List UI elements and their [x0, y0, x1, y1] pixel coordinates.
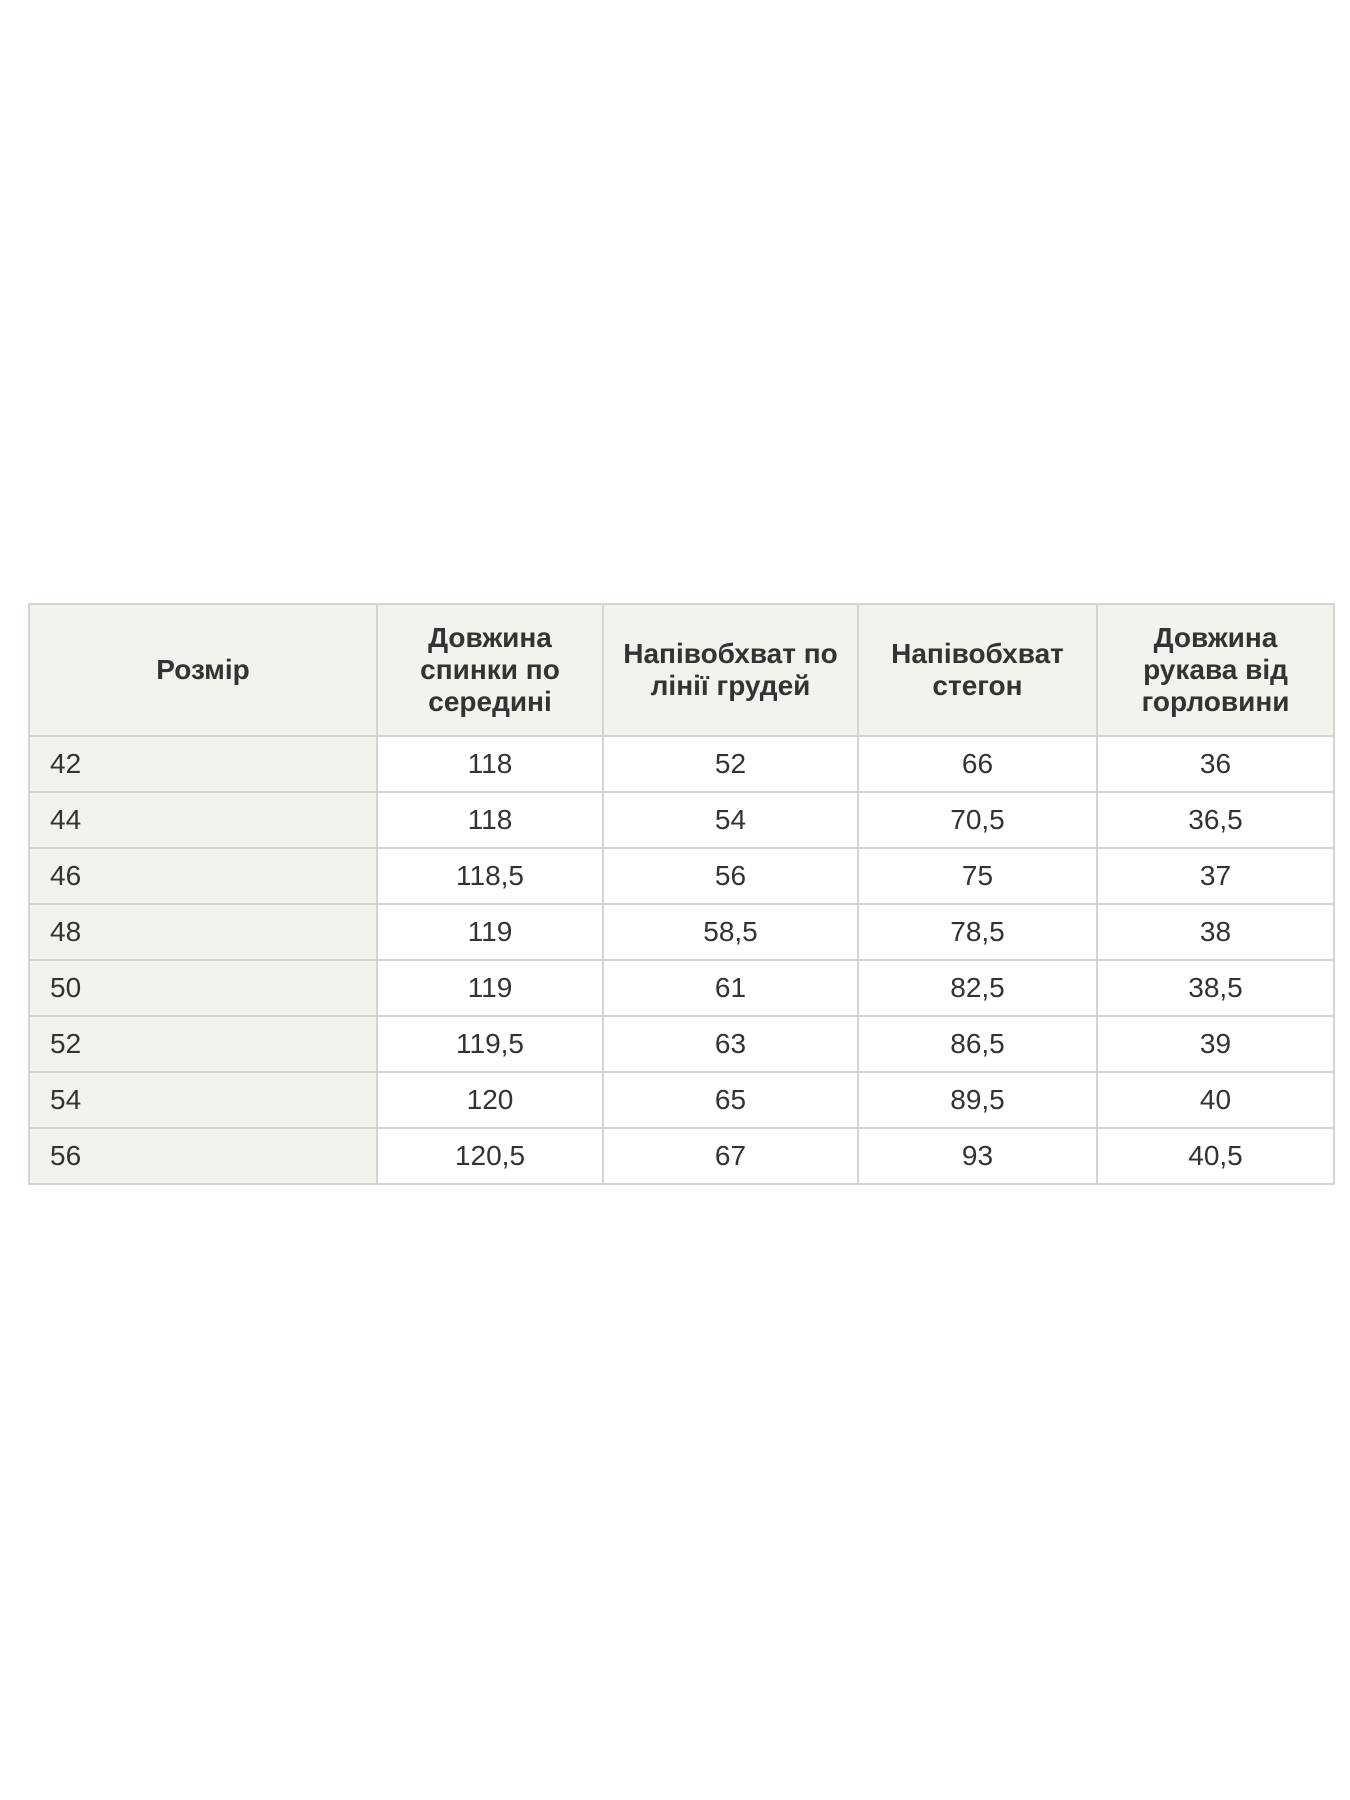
header-cell-sleeve-length: Довжина рукава від горловини: [1097, 604, 1334, 736]
value-cell: 70,5: [858, 792, 1097, 848]
value-cell: 38: [1097, 904, 1334, 960]
value-cell: 52: [603, 736, 858, 792]
size-cell: 46: [29, 848, 377, 904]
value-cell: 39: [1097, 1016, 1334, 1072]
size-cell: 52: [29, 1016, 377, 1072]
value-cell: 119: [377, 960, 603, 1016]
value-cell: 65: [603, 1072, 858, 1128]
size-cell: 44: [29, 792, 377, 848]
header-cell-half-hips: Напівобхват стегон: [858, 604, 1097, 736]
table-row: [29, 736, 1334, 792]
value-cell: 86,5: [858, 1016, 1097, 1072]
value-cell: 75: [858, 848, 1097, 904]
value-cell: 58,5: [603, 904, 858, 960]
size-cell: 56: [29, 1128, 377, 1184]
size-cell: 50: [29, 960, 377, 1016]
value-cell: 120: [377, 1072, 603, 1128]
table-row: [29, 1128, 1334, 1184]
header-cell-back-length: Довжина спинки по середині: [377, 604, 603, 736]
table-row: [29, 904, 1334, 960]
table-row: [29, 1072, 1334, 1128]
value-cell: 118: [377, 792, 603, 848]
table-row: [29, 792, 1334, 848]
value-cell: 61: [603, 960, 858, 1016]
value-cell: 56: [603, 848, 858, 904]
value-cell: 67: [603, 1128, 858, 1184]
value-cell: 118: [377, 736, 603, 792]
header-cell-size: Розмір: [29, 604, 377, 736]
value-cell: 54: [603, 792, 858, 848]
header-cell-half-chest: Напівобхват по лінії грудей: [603, 604, 858, 736]
table-row: [29, 1016, 1334, 1072]
value-cell: 40,5: [1097, 1128, 1334, 1184]
size-cell: 48: [29, 904, 377, 960]
value-cell: 63: [603, 1016, 858, 1072]
value-cell: 119: [377, 904, 603, 960]
value-cell: 93: [858, 1128, 1097, 1184]
value-cell: 118,5: [377, 848, 603, 904]
value-cell: 119,5: [377, 1016, 603, 1072]
value-cell: 120,5: [377, 1128, 603, 1184]
value-cell: 66: [858, 736, 1097, 792]
value-cell: 78,5: [858, 904, 1097, 960]
value-cell: 36: [1097, 736, 1334, 792]
size-table: [28, 603, 1335, 1185]
value-cell: 89,5: [858, 1072, 1097, 1128]
header-row: [29, 604, 1334, 736]
size-cell: 54: [29, 1072, 377, 1128]
value-cell: 37: [1097, 848, 1334, 904]
value-cell: 36,5: [1097, 792, 1334, 848]
table-row: [29, 848, 1334, 904]
table-row: [29, 960, 1334, 1016]
value-cell: 40: [1097, 1072, 1334, 1128]
value-cell: 38,5: [1097, 960, 1334, 1016]
value-cell: 82,5: [858, 960, 1097, 1016]
size-cell: 42: [29, 736, 377, 792]
